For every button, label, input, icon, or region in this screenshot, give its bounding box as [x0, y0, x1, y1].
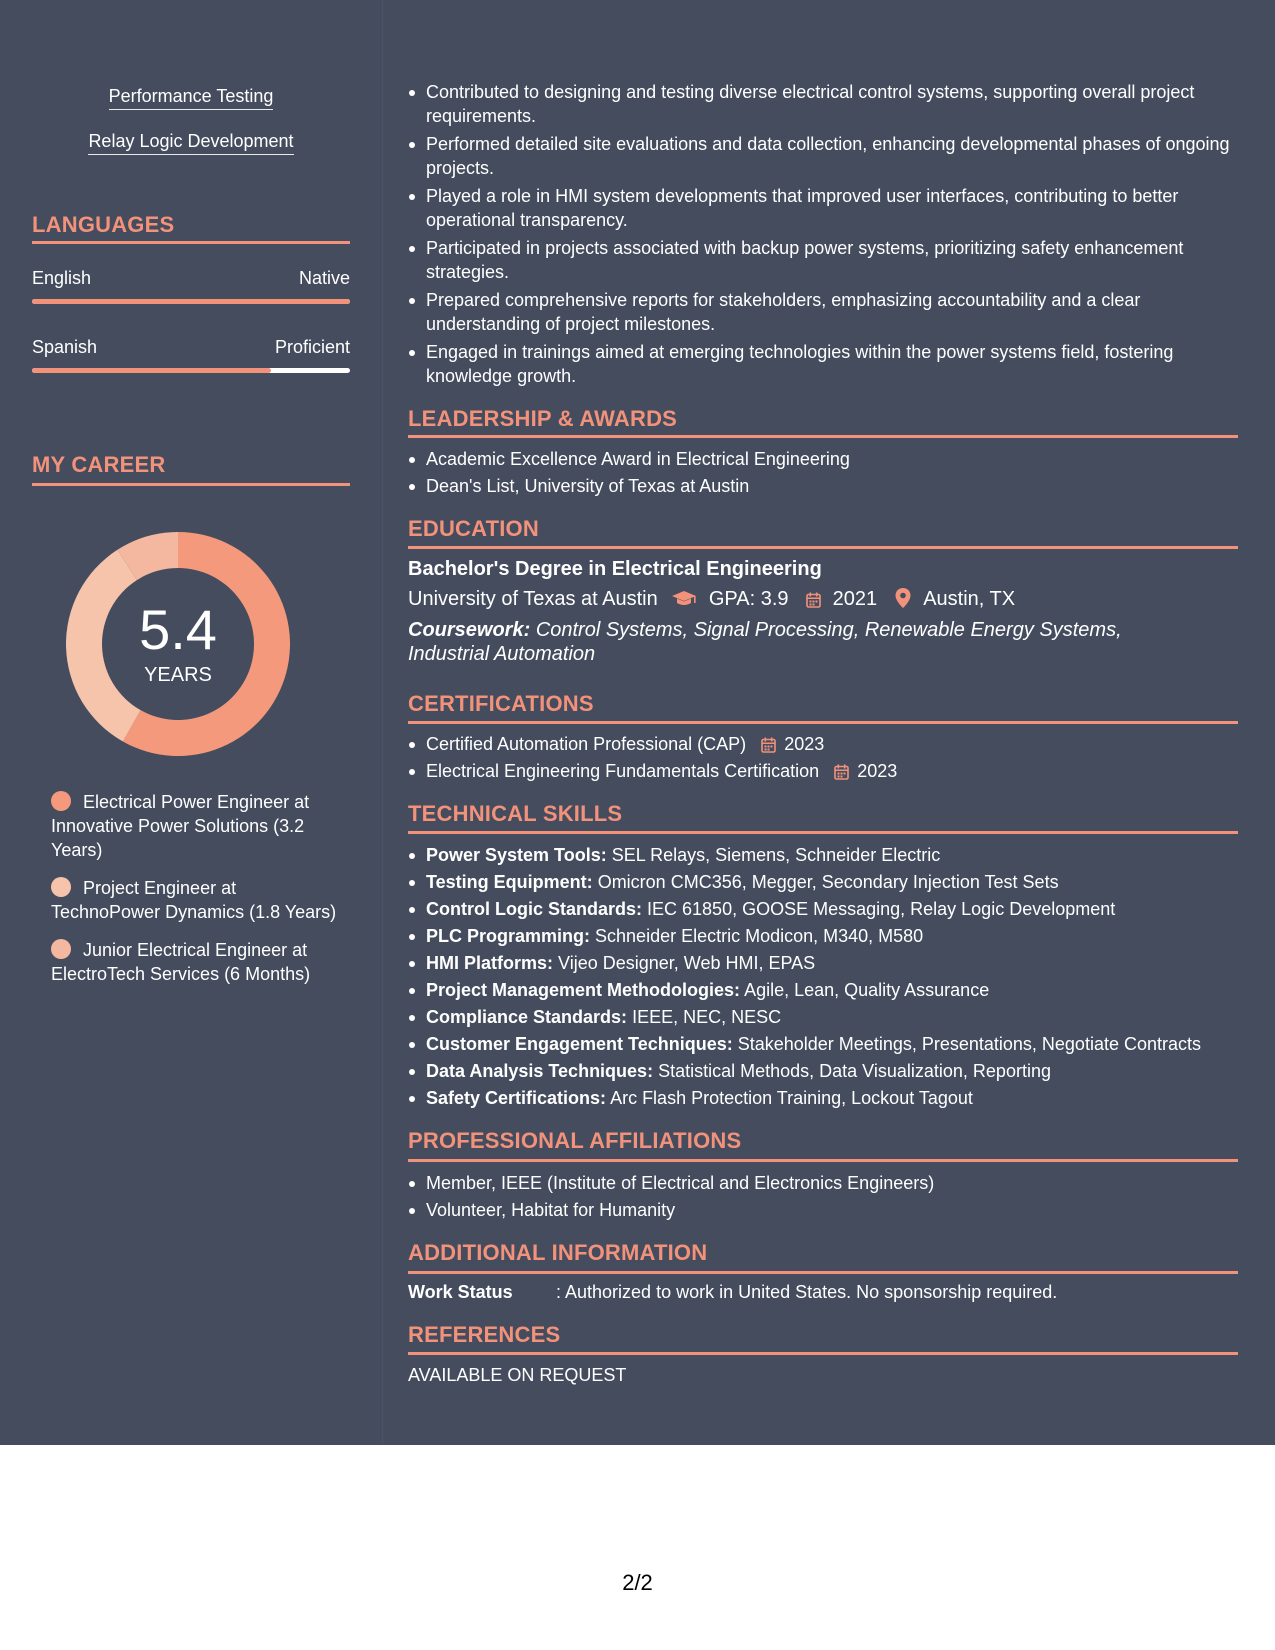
location: Austin, TX	[923, 588, 1016, 610]
list-item: Participated in projects associated with backup power systems, prioritizing safety enhancement strategies.	[426, 236, 1238, 284]
list-item: Contributed to designing and testing diverse electrical control systems, supporting overall project requirements.	[426, 80, 1238, 128]
section-rule	[32, 483, 350, 486]
career-list	[51, 790, 341, 1000]
gpa: GPA: 3.9	[708, 588, 789, 610]
certification-year: 2023	[784, 734, 825, 754]
section-rule	[408, 435, 1238, 438]
list-item: Volunteer, Habitat for Humanity	[426, 1198, 1238, 1222]
leadership-title: LEADERSHIP & AWARDS	[408, 406, 678, 431]
list-item: Academic Excellence Award in Electrical Engineering	[426, 447, 1238, 471]
skill-item: Safety Certifications: Arc Flash Protection Training, Lockout Tagout	[426, 1086, 1238, 1110]
list-item: Member, IEEE (Institute of Electrical and Electronics Engineers)	[426, 1171, 1238, 1195]
references-title: REFERENCES	[408, 1322, 561, 1347]
section-rule	[408, 546, 1238, 549]
skill-item: Performance Testing	[32, 86, 350, 107]
list-item: Dean's List, University of Texas at Austin	[426, 474, 1238, 498]
list-item: Played a role in HMI system developments that improved user interfaces, contributing to better operational transparency.	[426, 184, 1238, 232]
graduation-cap-icon	[671, 590, 697, 608]
section-rule	[408, 831, 1238, 834]
degree: Bachelor's Degree in Electrical Engineering	[408, 558, 822, 580]
experience-bullets	[408, 80, 1238, 388]
skill-item: Customer Engagement Techniques: Stakeholder Meetings, Presentations, Negotiate Contracts	[426, 1032, 1238, 1056]
coursework-text: Control Systems, Signal Processing, Renewable Energy Systems, Industrial Automation	[408, 619, 1122, 665]
work-status-row	[408, 1282, 1238, 1303]
certification-item: Electrical Engineering Fundamentals Certification 2023	[426, 759, 1238, 783]
languages-title: LANGUAGES	[32, 212, 175, 237]
skill-item: Testing Equipment: Omicron CMC356, Megger, Secondary Injection Test Sets	[426, 870, 1238, 894]
affiliations-title: PROFESSIONAL AFFILIATIONS	[408, 1128, 742, 1153]
certification-item: Certified Automation Professional (CAP) 2023	[426, 732, 1238, 756]
education-title: EDUCATION	[408, 516, 539, 541]
calendar-icon	[761, 737, 776, 753]
technical-skills-list	[408, 843, 1238, 1110]
work-status-label: Work Status	[408, 1282, 513, 1302]
language-bar-fill	[32, 299, 350, 304]
page-number: 2/2	[622, 1570, 653, 1595]
career-total-years: 5.4	[139, 598, 217, 661]
column-divider	[382, 0, 383, 1445]
skill-item: Relay Logic Development	[32, 131, 350, 152]
language-level: Proficient	[274, 337, 350, 357]
language-bar	[32, 299, 350, 304]
technical-skills-title: TECHNICAL SKILLS	[408, 801, 623, 826]
certifications-list	[408, 732, 1238, 783]
language-name: Spanish	[32, 337, 98, 357]
list-item: Prepared comprehensive reports for stakeholders, emphasizing accountability and a clear understanding of project milestones.	[426, 288, 1238, 336]
legend-dot	[51, 877, 71, 897]
certifications-title: CERTIFICATIONS	[408, 691, 594, 716]
graduation-year: 2021	[832, 588, 878, 610]
school: University of Texas at Austin	[408, 588, 658, 610]
skill-item: Data Analysis Techniques: Statistical Methods, Data Visualization, Reporting	[426, 1059, 1238, 1083]
career-title: MY CAREER	[32, 452, 166, 477]
section-rule	[408, 1352, 1238, 1355]
coursework	[408, 618, 1208, 666]
language-level: Native	[298, 268, 350, 288]
coursework-label: Coursework:	[408, 619, 531, 641]
skill-item: PLC Programming: Schneider Electric Modicon, M340, M580	[426, 924, 1238, 948]
career-item: Electrical Power Engineer at Innovative Power Solutions (3.2 Years)	[51, 792, 310, 860]
language-row	[32, 337, 350, 358]
additional-info-title: ADDITIONAL INFORMATION	[408, 1240, 708, 1265]
skill-item: Power System Tools: SEL Relays, Siemens, Schneider Electric	[426, 843, 1238, 867]
skill-item: HMI Platforms: Vijeo Designer, Web HMI, EPAS	[426, 951, 1238, 975]
certification-year: 2023	[857, 761, 898, 781]
career-item: Project Engineer at TechnoPower Dynamics (1.8 Years)	[51, 878, 337, 922]
section-rule	[408, 1159, 1238, 1162]
section-rule	[408, 721, 1238, 724]
language-row	[32, 268, 350, 289]
education-details	[408, 588, 1238, 611]
affiliations-list	[408, 1171, 1238, 1222]
section-rule	[408, 1271, 1238, 1274]
legend-dot	[51, 791, 71, 811]
language-bar	[32, 368, 350, 373]
skill-item: Control Logic Standards: IEC 61850, GOOSE Messaging, Relay Logic Development	[426, 897, 1238, 921]
leadership-list	[408, 447, 1238, 498]
language-name: English	[32, 268, 92, 288]
calendar-icon	[806, 592, 821, 608]
references-text: AVAILABLE ON REQUEST	[408, 1365, 627, 1385]
legend-dot	[51, 939, 71, 959]
calendar-icon	[834, 764, 849, 780]
section-rule	[32, 241, 350, 244]
list-item: Performed detailed site evaluations and data collection, enhancing developmental phases of ongoing projects.	[426, 132, 1238, 180]
skill-item: Project Management Methodologies: Agile, Lean, Quality Assurance	[426, 978, 1238, 1002]
work-status-value: : Authorized to work in United States. No sponsorship required.	[556, 1282, 1058, 1302]
career-item: Junior Electrical Engineer at ElectroTech Services (6 Months)	[51, 940, 311, 984]
career-unit: YEARS	[144, 664, 212, 686]
list-item: Engaged in trainings aimed at emerging technologies within the power systems field, fostering knowledge growth.	[426, 340, 1238, 388]
location-pin-icon	[895, 588, 911, 608]
skill-item: Compliance Standards: IEEE, NEC, NESC	[426, 1005, 1238, 1029]
language-bar-fill	[32, 368, 271, 373]
